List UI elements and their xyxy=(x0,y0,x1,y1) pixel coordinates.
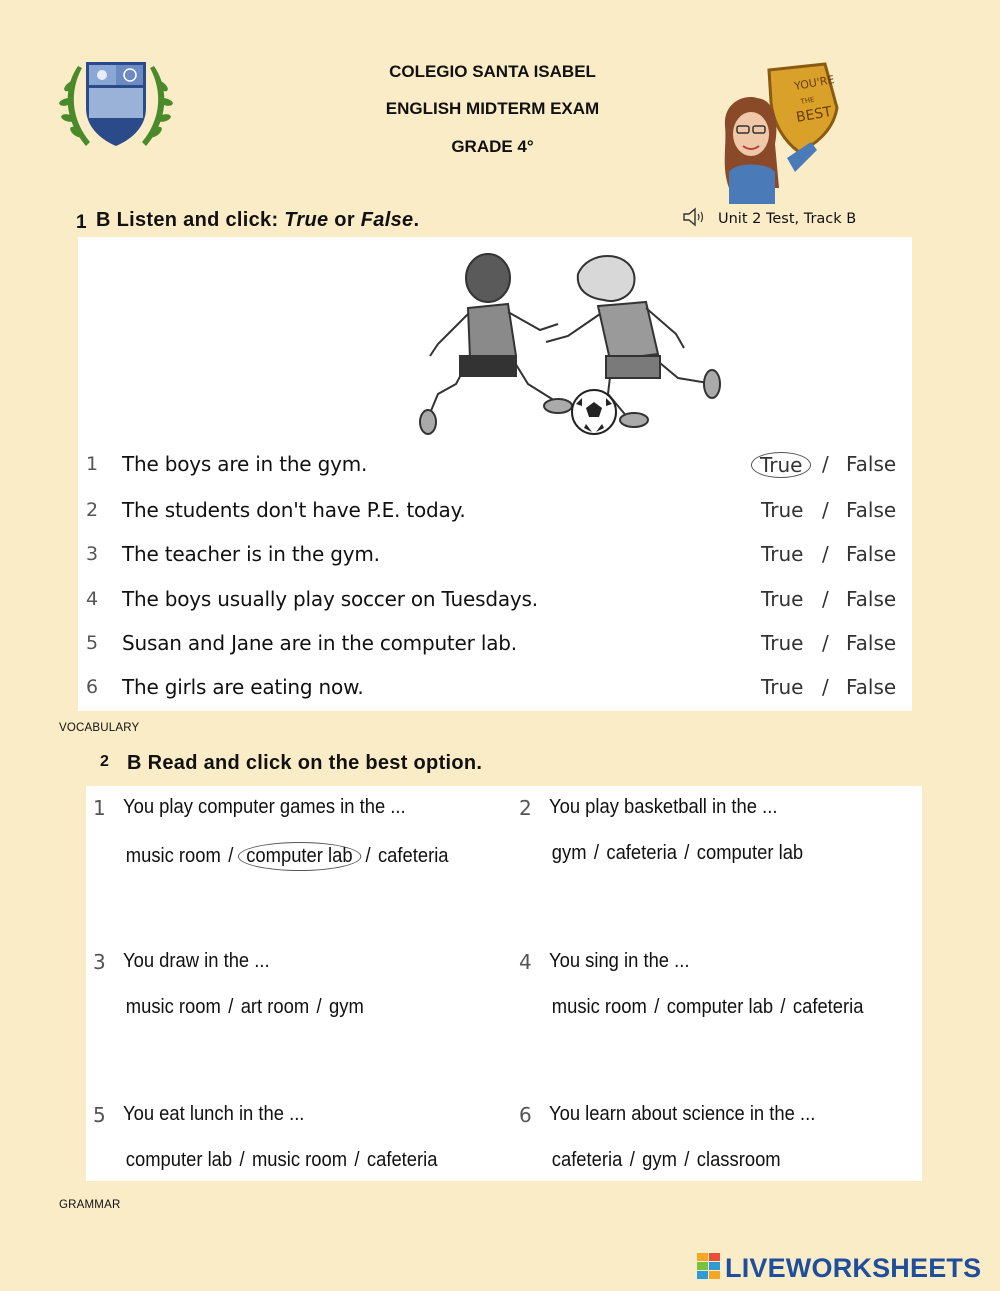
boys-playing-soccer-illustration xyxy=(408,244,733,436)
tf-row-number: 1 xyxy=(86,453,99,475)
tf-true-option[interactable]: True xyxy=(761,542,804,566)
tf-true-option[interactable]: True xyxy=(761,675,804,699)
option-cafeteria[interactable]: cafeteria xyxy=(366,1149,438,1171)
option-music-room[interactable]: music room xyxy=(551,996,647,1018)
section-1-title xyxy=(96,209,419,232)
school-crest-logo xyxy=(56,56,176,152)
tf-row-number: 6 xyxy=(86,676,99,698)
option-computer-lab[interactable]: computer lab xyxy=(666,996,774,1018)
question-number: 6 xyxy=(519,1103,532,1127)
exam-title: ENGLISH MIDTERM EXAM xyxy=(385,99,600,118)
question-stem: You sing in the ... xyxy=(549,950,690,972)
option-separator: / xyxy=(365,845,371,867)
liveworksheets-brand: LIVEWORKSHEETS xyxy=(725,1252,982,1283)
tf-statement: The girls are eating now. xyxy=(122,675,364,699)
option-separator: / xyxy=(684,1149,690,1171)
option-separator: / xyxy=(780,996,786,1018)
tf-true-option[interactable]: True xyxy=(761,587,804,611)
tf-separator: / xyxy=(822,542,829,566)
option-cafeteria[interactable]: cafeteria xyxy=(792,996,864,1018)
question-stem: You learn about science in the ... xyxy=(549,1103,816,1125)
school-name: COLEGIO SANTA ISABEL xyxy=(389,62,596,81)
question-2 xyxy=(519,790,919,870)
tf-row-3 xyxy=(78,541,912,571)
tf-false-option[interactable]: False xyxy=(846,452,897,476)
section-1-title-or: or xyxy=(328,209,361,231)
liveworksheets-logo[interactable] xyxy=(697,1253,981,1283)
section-1-title-false: False xyxy=(360,209,414,231)
option-gym[interactable]: gym xyxy=(551,842,587,864)
tf-false-option[interactable]: False xyxy=(846,675,897,699)
tf-false-option[interactable]: False xyxy=(846,587,897,611)
option-cafeteria[interactable]: cafeteria xyxy=(551,1149,623,1171)
option-separator: / xyxy=(629,1149,635,1171)
option-separator: / xyxy=(228,996,234,1018)
question-6 xyxy=(519,1097,919,1177)
option-classroom[interactable]: classroom xyxy=(696,1149,781,1171)
tf-row-1 xyxy=(78,451,912,481)
tf-true-option[interactable]: True xyxy=(761,498,804,522)
tf-separator: / xyxy=(822,587,829,611)
vocabulary-label: VOCABULARY xyxy=(59,722,140,734)
tf-false-option[interactable]: False xyxy=(846,631,897,655)
section-1-number: 1 xyxy=(76,212,87,233)
question-5 xyxy=(93,1097,493,1177)
option-separator: / xyxy=(593,842,600,864)
tf-separator: / xyxy=(822,498,829,522)
tf-row-6 xyxy=(78,674,912,704)
section-1-title-true: True xyxy=(284,209,329,231)
tf-separator: / xyxy=(822,452,829,476)
question-4 xyxy=(519,944,919,1024)
tf-row-5 xyxy=(78,630,912,660)
tf-separator: / xyxy=(822,631,829,655)
question-stem: You play basketball in the ... xyxy=(549,796,778,818)
question-number: 2 xyxy=(519,796,532,820)
svg-text:THE: THE xyxy=(799,95,816,106)
tf-true-option[interactable]: True xyxy=(761,631,804,655)
tf-false-option[interactable]: False xyxy=(846,542,897,566)
teacher-avatar-badge xyxy=(715,62,843,204)
tf-statement: The students don't have P.E. today. xyxy=(122,498,466,522)
tf-true-option-selected[interactable]: True xyxy=(751,452,811,478)
option-computer-lab-selected[interactable]: computer lab xyxy=(238,842,361,871)
question-number: 4 xyxy=(519,950,532,974)
section-2-number: 2 xyxy=(100,753,109,770)
tf-row-number: 4 xyxy=(86,588,99,610)
speaker-icon[interactable] xyxy=(682,207,708,231)
option-separator: / xyxy=(684,842,690,864)
section-2-title: B Read and click on the best option. xyxy=(127,752,483,774)
audio-track-label: Unit 2 Test, Track B xyxy=(718,211,857,227)
option-gym[interactable]: gym xyxy=(329,996,364,1018)
question-number: 1 xyxy=(93,796,106,820)
tf-separator: / xyxy=(822,675,829,699)
tf-false-option[interactable]: False xyxy=(846,498,897,522)
option-separator: / xyxy=(239,1149,245,1171)
grade-label: GRADE 4° xyxy=(451,137,534,156)
question-options xyxy=(549,1149,783,1172)
question-3 xyxy=(93,944,493,1024)
question-number: 3 xyxy=(93,950,106,974)
question-1 xyxy=(93,790,493,870)
tf-statement: Susan and Jane are in the computer lab. xyxy=(122,631,517,655)
question-stem: You eat lunch in the ... xyxy=(123,1103,305,1125)
section-1-title-end: . xyxy=(413,209,420,231)
option-separator: / xyxy=(354,1149,360,1171)
tf-statement: The teacher is in the gym. xyxy=(122,542,380,566)
option-separator: / xyxy=(654,996,660,1018)
option-computer-lab[interactable]: computer lab xyxy=(696,842,804,864)
grammar-label: GRAMMAR xyxy=(59,1199,121,1211)
option-separator: / xyxy=(316,996,322,1018)
section-1-title-prefix: B Listen and click: xyxy=(96,209,285,231)
question-number: 5 xyxy=(93,1103,106,1127)
question-stem: You draw in the ... xyxy=(123,950,270,972)
tf-row-4 xyxy=(78,586,912,616)
tf-statement: The boys are in the gym. xyxy=(122,452,368,476)
option-music-room[interactable]: music room xyxy=(251,1149,348,1171)
svg-text:YOU'RE: YOU'RE xyxy=(793,73,836,93)
question-options xyxy=(123,996,367,1019)
tf-row-number: 3 xyxy=(86,543,99,565)
tf-row-number: 2 xyxy=(86,499,99,521)
question-options xyxy=(549,842,806,865)
option-gym[interactable]: gym xyxy=(642,1149,677,1171)
tf-row-number: 5 xyxy=(86,632,99,654)
option-music-room[interactable]: music room xyxy=(125,996,221,1018)
tf-row-2 xyxy=(78,497,912,527)
option-cafeteria[interactable]: cafeteria xyxy=(377,845,449,867)
option-separator: / xyxy=(228,845,234,867)
svg-text:BEST: BEST xyxy=(794,103,834,126)
audio-track[interactable] xyxy=(682,207,856,231)
tf-statement: The boys usually play soccer on Tuesdays. xyxy=(122,587,538,611)
liveworksheets-icon xyxy=(697,1253,721,1284)
question-options xyxy=(123,842,451,871)
option-cafeteria[interactable]: cafeteria xyxy=(606,842,677,864)
question-options xyxy=(123,1149,440,1172)
question-stem: You play computer games in the ... xyxy=(123,796,406,818)
option-music-room[interactable]: music room xyxy=(125,845,221,867)
option-computer-lab[interactable]: computer lab xyxy=(125,1149,233,1171)
question-options xyxy=(549,996,866,1019)
option-art-room[interactable]: art room xyxy=(240,996,310,1018)
